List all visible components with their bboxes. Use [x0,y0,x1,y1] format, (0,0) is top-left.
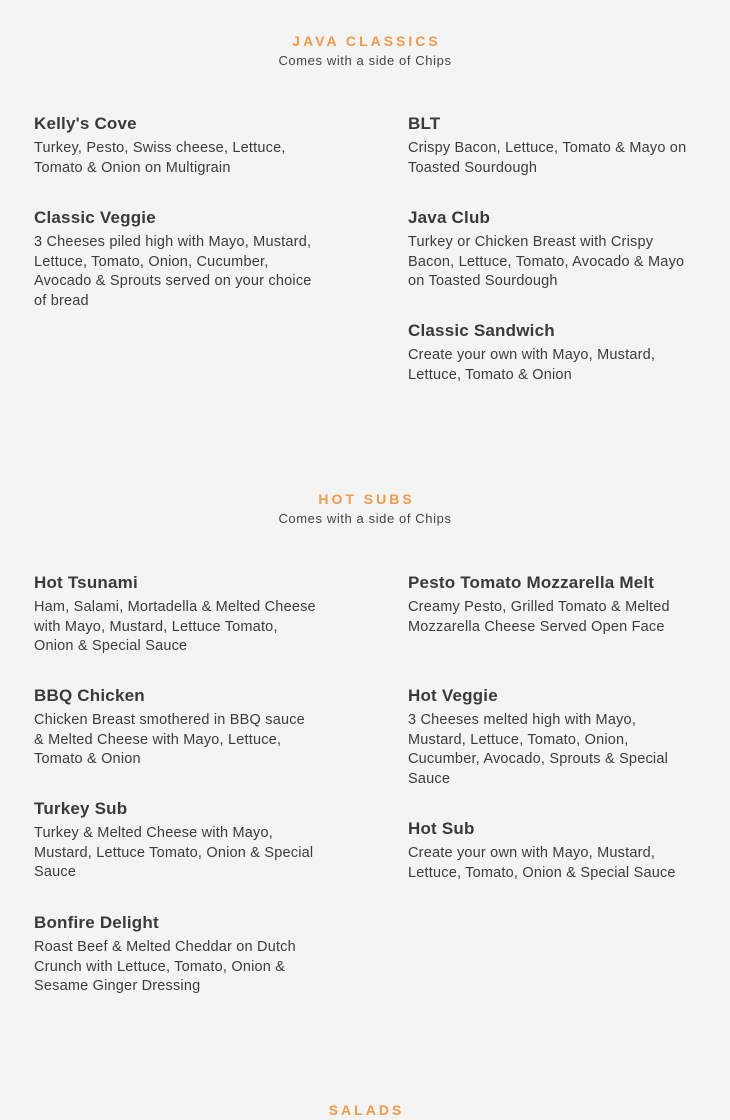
section-title: HOT SUBS [318,491,415,507]
menu-item-hot-tsunami [34,573,319,657]
menu-item-name: Pesto Tomato Mozzarella Melt [408,573,655,592]
menu-item-description: Creamy Pesto, Grilled Tomato & Melted Mozzarella Cheese Served Open Face [408,599,670,635]
menu-item-kellys-cove [34,114,319,178]
menu-item-name: BBQ Chicken [34,686,145,705]
menu-item-bbq-chicken [34,686,319,770]
section-header-java-classics [0,32,730,70]
menu-item-turkey-sub [34,799,319,883]
menu-item-hot-veggie [408,686,698,789]
menu-item-description: Turkey or Chicken Breast with Crispy Bacon, Lettuce, Tomato, Avocado & Mayo on Toasted Sourdough [408,234,685,289]
section-title: SALADS [328,1102,405,1118]
menu-item-java-club [408,208,698,292]
menu-item-name: Bonfire Delight [34,913,159,932]
section-subtitle: Comes with a side of Chips [278,511,452,526]
menu-item-name: Hot Veggie [408,686,498,705]
section-header-salads [0,1101,730,1119]
menu-item-description: 3 Cheeses piled high with Mayo, Mustard, Lettuce, Tomato, Onion, Cucumber, Avocado & Sprouts served on your choice of bread [34,234,312,309]
menu-item-description: Crispy Bacon, Lettuce, Tomato & Mayo on Toasted Sourdough [408,140,687,176]
section-header-hot-subs [0,490,730,528]
menu-item-name: Java Club [408,208,491,227]
menu-item-description: Ham, Salami, Mortadella & Melted Cheese with Mayo, Mustard, Lettuce Tomato, Onion & Special Sauce [34,599,316,654]
menu-item-hot-sub [408,819,698,883]
menu-item-description: Roast Beef & Melted Cheddar on Dutch Crunch with Lettuce, Tomato, Onion & Sesame Ginger Dressing [34,939,296,994]
menu-item-description: 3 Cheeses melted high with Mayo, Mustard, Lettuce, Tomato, Onion, Cucumber, Avocado, Sprouts & Special Sauce [408,712,669,787]
menu-item-name: Hot Tsunami [34,573,138,592]
menu-item-classic-sandwich [408,321,698,385]
section-title: JAVA CLASSICS [292,33,441,49]
menu-item-description: Turkey, Pesto, Swiss cheese, Lettuce, Tomato & Onion on Multigrain [34,140,286,176]
menu-item-name: Classic Sandwich [408,321,555,340]
section-subtitle: Comes with a side of Chips [278,53,452,68]
menu-item-classic-veggie [34,208,319,311]
menu-item-bonfire-delight [34,913,319,997]
menu-item-pesto-tomato-mozzarella-melt [408,573,698,637]
menu-item-description: Create your own with Mayo, Mustard, Lettuce, Tomato & Onion [408,347,656,383]
menu-item-name: Classic Veggie [34,208,156,227]
menu-item-blt [408,114,698,178]
menu-item-name: Turkey Sub [34,799,128,818]
menu-item-name: BLT [408,114,441,133]
menu-item-description: Turkey & Melted Cheese with Mayo, Mustard, Lettuce Tomato, Onion & Special Sauce [34,825,314,880]
menu-item-description: Chicken Breast smothered in BBQ sauce & Melted Cheese with Mayo, Lettuce, Tomato & Onion [34,712,305,767]
menu-item-name: Hot Sub [408,819,475,838]
menu-item-name: Kelly's Cove [34,114,137,133]
menu-item-description: Create your own with Mayo, Mustard, Lettuce, Tomato, Onion & Special Sauce [408,845,676,881]
